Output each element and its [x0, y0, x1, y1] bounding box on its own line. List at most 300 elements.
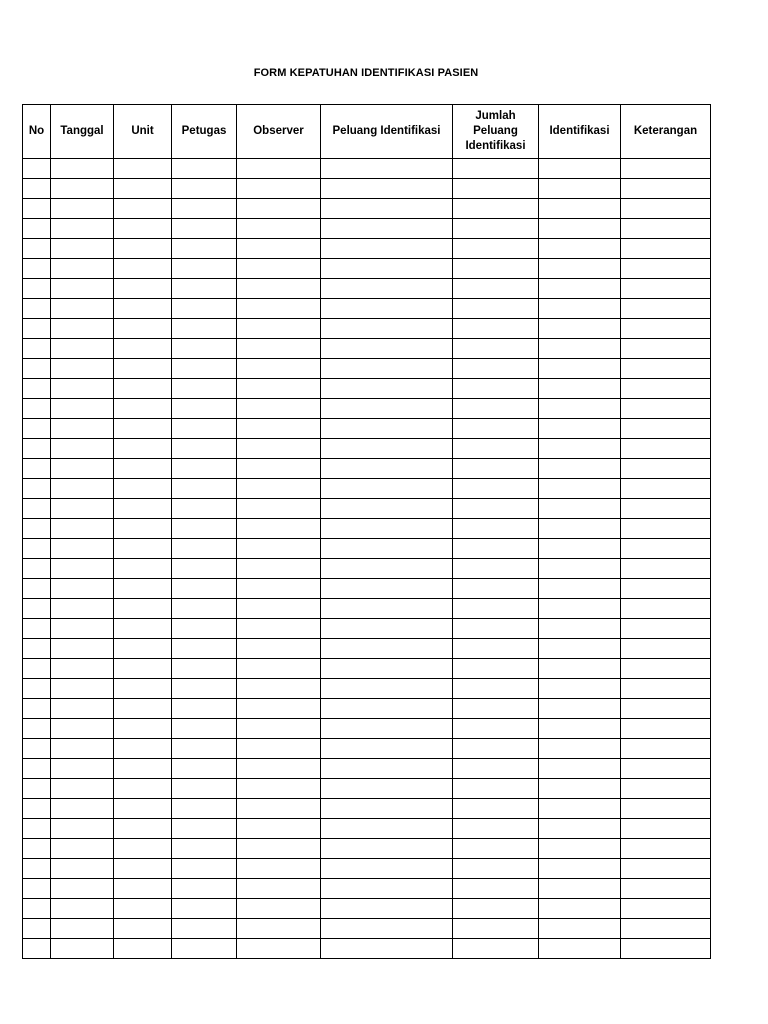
cell-petugas[interactable] — [172, 739, 237, 759]
cell-peluang-identifikasi[interactable] — [321, 719, 453, 739]
cell-keterangan[interactable] — [621, 359, 711, 379]
cell-tanggal[interactable] — [51, 579, 114, 599]
cell-petugas[interactable] — [172, 239, 237, 259]
cell-petugas[interactable] — [172, 439, 237, 459]
cell-unit[interactable] — [114, 359, 172, 379]
cell-no[interactable] — [23, 859, 51, 879]
cell-peluang-identifikasi[interactable] — [321, 779, 453, 799]
cell-petugas[interactable] — [172, 519, 237, 539]
cell-peluang-identifikasi[interactable] — [321, 419, 453, 439]
cell-unit[interactable] — [114, 919, 172, 939]
cell-jumlah-peluang-identifikasi[interactable] — [453, 459, 539, 479]
cell-no[interactable] — [23, 879, 51, 899]
cell-unit[interactable] — [114, 179, 172, 199]
cell-unit[interactable] — [114, 259, 172, 279]
cell-jumlah-peluang-identifikasi[interactable] — [453, 819, 539, 839]
cell-tanggal[interactable] — [51, 679, 114, 699]
cell-jumlah-peluang-identifikasi[interactable] — [453, 259, 539, 279]
cell-jumlah-peluang-identifikasi[interactable] — [453, 939, 539, 959]
cell-keterangan[interactable] — [621, 299, 711, 319]
cell-tanggal[interactable] — [51, 199, 114, 219]
cell-keterangan[interactable] — [621, 539, 711, 559]
cell-observer[interactable] — [237, 659, 321, 679]
cell-keterangan[interactable] — [621, 519, 711, 539]
cell-petugas[interactable] — [172, 479, 237, 499]
cell-keterangan[interactable] — [621, 879, 711, 899]
cell-petugas[interactable] — [172, 719, 237, 739]
cell-unit[interactable] — [114, 599, 172, 619]
cell-no[interactable] — [23, 499, 51, 519]
cell-keterangan[interactable] — [621, 179, 711, 199]
cell-no[interactable] — [23, 699, 51, 719]
cell-peluang-identifikasi[interactable] — [321, 159, 453, 179]
cell-unit[interactable] — [114, 539, 172, 559]
cell-identifikasi[interactable] — [539, 819, 621, 839]
cell-jumlah-peluang-identifikasi[interactable] — [453, 559, 539, 579]
cell-tanggal[interactable] — [51, 839, 114, 859]
cell-jumlah-peluang-identifikasi[interactable] — [453, 779, 539, 799]
cell-jumlah-peluang-identifikasi[interactable] — [453, 419, 539, 439]
cell-jumlah-peluang-identifikasi[interactable] — [453, 159, 539, 179]
cell-keterangan[interactable] — [621, 839, 711, 859]
cell-peluang-identifikasi[interactable] — [321, 879, 453, 899]
cell-jumlah-peluang-identifikasi[interactable] — [453, 499, 539, 519]
cell-no[interactable] — [23, 479, 51, 499]
cell-no[interactable] — [23, 379, 51, 399]
cell-no[interactable] — [23, 659, 51, 679]
cell-tanggal[interactable] — [51, 719, 114, 739]
cell-petugas[interactable] — [172, 359, 237, 379]
cell-unit[interactable] — [114, 879, 172, 899]
cell-petugas[interactable] — [172, 259, 237, 279]
cell-observer[interactable] — [237, 739, 321, 759]
cell-jumlah-peluang-identifikasi[interactable] — [453, 399, 539, 419]
cell-petugas[interactable] — [172, 899, 237, 919]
cell-jumlah-peluang-identifikasi[interactable] — [453, 199, 539, 219]
cell-peluang-identifikasi[interactable] — [321, 579, 453, 599]
cell-tanggal[interactable] — [51, 599, 114, 619]
cell-peluang-identifikasi[interactable] — [321, 679, 453, 699]
cell-peluang-identifikasi[interactable] — [321, 279, 453, 299]
cell-unit[interactable] — [114, 299, 172, 319]
cell-observer[interactable] — [237, 179, 321, 199]
cell-keterangan[interactable] — [621, 259, 711, 279]
cell-observer[interactable] — [237, 779, 321, 799]
cell-identifikasi[interactable] — [539, 919, 621, 939]
cell-no[interactable] — [23, 199, 51, 219]
cell-tanggal[interactable] — [51, 299, 114, 319]
cell-keterangan[interactable] — [621, 639, 711, 659]
cell-identifikasi[interactable] — [539, 579, 621, 599]
cell-peluang-identifikasi[interactable] — [321, 299, 453, 319]
cell-tanggal[interactable] — [51, 619, 114, 639]
cell-tanggal[interactable] — [51, 759, 114, 779]
cell-tanggal[interactable] — [51, 159, 114, 179]
cell-no[interactable] — [23, 719, 51, 739]
cell-peluang-identifikasi[interactable] — [321, 519, 453, 539]
cell-petugas[interactable] — [172, 459, 237, 479]
cell-tanggal[interactable] — [51, 459, 114, 479]
cell-observer[interactable] — [237, 259, 321, 279]
cell-tanggal[interactable] — [51, 219, 114, 239]
cell-petugas[interactable] — [172, 219, 237, 239]
cell-unit[interactable] — [114, 939, 172, 959]
cell-observer[interactable] — [237, 919, 321, 939]
cell-unit[interactable] — [114, 639, 172, 659]
cell-no[interactable] — [23, 399, 51, 419]
cell-tanggal[interactable] — [51, 399, 114, 419]
cell-jumlah-peluang-identifikasi[interactable] — [453, 479, 539, 499]
cell-no[interactable] — [23, 439, 51, 459]
cell-unit[interactable] — [114, 459, 172, 479]
cell-petugas[interactable] — [172, 879, 237, 899]
cell-identifikasi[interactable] — [539, 179, 621, 199]
cell-observer[interactable] — [237, 579, 321, 599]
cell-observer[interactable] — [237, 799, 321, 819]
cell-identifikasi[interactable] — [539, 279, 621, 299]
cell-observer[interactable] — [237, 419, 321, 439]
cell-petugas[interactable] — [172, 859, 237, 879]
cell-jumlah-peluang-identifikasi[interactable] — [453, 619, 539, 639]
cell-tanggal[interactable] — [51, 919, 114, 939]
cell-jumlah-peluang-identifikasi[interactable] — [453, 599, 539, 619]
cell-jumlah-peluang-identifikasi[interactable] — [453, 179, 539, 199]
cell-petugas[interactable] — [172, 579, 237, 599]
cell-observer[interactable] — [237, 359, 321, 379]
cell-observer[interactable] — [237, 219, 321, 239]
cell-peluang-identifikasi[interactable] — [321, 179, 453, 199]
cell-keterangan[interactable] — [621, 779, 711, 799]
cell-petugas[interactable] — [172, 799, 237, 819]
cell-observer[interactable] — [237, 899, 321, 919]
cell-tanggal[interactable] — [51, 559, 114, 579]
cell-observer[interactable] — [237, 479, 321, 499]
cell-observer[interactable] — [237, 199, 321, 219]
cell-unit[interactable] — [114, 719, 172, 739]
cell-peluang-identifikasi[interactable] — [321, 659, 453, 679]
cell-observer[interactable] — [237, 539, 321, 559]
cell-no[interactable] — [23, 639, 51, 659]
cell-keterangan[interactable] — [621, 319, 711, 339]
cell-tanggal[interactable] — [51, 779, 114, 799]
cell-no[interactable] — [23, 939, 51, 959]
cell-keterangan[interactable] — [621, 199, 711, 219]
cell-tanggal[interactable] — [51, 379, 114, 399]
cell-unit[interactable] — [114, 239, 172, 259]
cell-keterangan[interactable] — [621, 339, 711, 359]
cell-peluang-identifikasi[interactable] — [321, 899, 453, 919]
cell-unit[interactable] — [114, 499, 172, 519]
cell-keterangan[interactable] — [621, 719, 711, 739]
cell-petugas[interactable] — [172, 559, 237, 579]
cell-tanggal[interactable] — [51, 539, 114, 559]
cell-peluang-identifikasi[interactable] — [321, 759, 453, 779]
cell-no[interactable] — [23, 299, 51, 319]
cell-peluang-identifikasi[interactable] — [321, 439, 453, 459]
cell-jumlah-peluang-identifikasi[interactable] — [453, 519, 539, 539]
cell-petugas[interactable] — [172, 779, 237, 799]
cell-unit[interactable] — [114, 679, 172, 699]
cell-keterangan[interactable] — [621, 219, 711, 239]
cell-observer[interactable] — [237, 319, 321, 339]
cell-jumlah-peluang-identifikasi[interactable] — [453, 379, 539, 399]
cell-unit[interactable] — [114, 159, 172, 179]
cell-observer[interactable] — [237, 619, 321, 639]
cell-peluang-identifikasi[interactable] — [321, 339, 453, 359]
cell-observer[interactable] — [237, 439, 321, 459]
cell-peluang-identifikasi[interactable] — [321, 559, 453, 579]
cell-observer[interactable] — [237, 719, 321, 739]
cell-no[interactable] — [23, 579, 51, 599]
cell-unit[interactable] — [114, 839, 172, 859]
cell-identifikasi[interactable] — [539, 559, 621, 579]
cell-no[interactable] — [23, 319, 51, 339]
cell-identifikasi[interactable] — [539, 679, 621, 699]
cell-petugas[interactable] — [172, 399, 237, 419]
cell-no[interactable] — [23, 459, 51, 479]
cell-keterangan[interactable] — [621, 239, 711, 259]
cell-keterangan[interactable] — [621, 699, 711, 719]
cell-identifikasi[interactable] — [539, 879, 621, 899]
cell-identifikasi[interactable] — [539, 459, 621, 479]
cell-tanggal[interactable] — [51, 639, 114, 659]
cell-unit[interactable] — [114, 859, 172, 879]
cell-jumlah-peluang-identifikasi[interactable] — [453, 319, 539, 339]
cell-petugas[interactable] — [172, 939, 237, 959]
cell-petugas[interactable] — [172, 299, 237, 319]
cell-tanggal[interactable] — [51, 499, 114, 519]
cell-no[interactable] — [23, 919, 51, 939]
cell-observer[interactable] — [237, 559, 321, 579]
cell-no[interactable] — [23, 559, 51, 579]
cell-keterangan[interactable] — [621, 599, 711, 619]
cell-no[interactable] — [23, 359, 51, 379]
cell-tanggal[interactable] — [51, 899, 114, 919]
cell-jumlah-peluang-identifikasi[interactable] — [453, 899, 539, 919]
cell-jumlah-peluang-identifikasi[interactable] — [453, 719, 539, 739]
cell-tanggal[interactable] — [51, 819, 114, 839]
cell-no[interactable] — [23, 419, 51, 439]
cell-petugas[interactable] — [172, 679, 237, 699]
cell-petugas[interactable] — [172, 599, 237, 619]
cell-unit[interactable] — [114, 219, 172, 239]
cell-jumlah-peluang-identifikasi[interactable] — [453, 639, 539, 659]
cell-peluang-identifikasi[interactable] — [321, 199, 453, 219]
cell-observer[interactable] — [237, 279, 321, 299]
cell-keterangan[interactable] — [621, 739, 711, 759]
cell-identifikasi[interactable] — [539, 239, 621, 259]
cell-jumlah-peluang-identifikasi[interactable] — [453, 739, 539, 759]
cell-peluang-identifikasi[interactable] — [321, 399, 453, 419]
cell-unit[interactable] — [114, 899, 172, 919]
cell-tanggal[interactable] — [51, 319, 114, 339]
cell-tanggal[interactable] — [51, 359, 114, 379]
cell-jumlah-peluang-identifikasi[interactable] — [453, 339, 539, 359]
cell-tanggal[interactable] — [51, 479, 114, 499]
cell-jumlah-peluang-identifikasi[interactable] — [453, 359, 539, 379]
cell-no[interactable] — [23, 619, 51, 639]
cell-unit[interactable] — [114, 659, 172, 679]
cell-peluang-identifikasi[interactable] — [321, 859, 453, 879]
cell-identifikasi[interactable] — [539, 499, 621, 519]
cell-keterangan[interactable] — [621, 819, 711, 839]
cell-keterangan[interactable] — [621, 439, 711, 459]
cell-petugas[interactable] — [172, 199, 237, 219]
cell-jumlah-peluang-identifikasi[interactable] — [453, 799, 539, 819]
cell-keterangan[interactable] — [621, 899, 711, 919]
cell-unit[interactable] — [114, 619, 172, 639]
cell-jumlah-peluang-identifikasi[interactable] — [453, 699, 539, 719]
cell-keterangan[interactable] — [621, 499, 711, 519]
cell-tanggal[interactable] — [51, 659, 114, 679]
cell-unit[interactable] — [114, 739, 172, 759]
cell-peluang-identifikasi[interactable] — [321, 819, 453, 839]
cell-peluang-identifikasi[interactable] — [321, 839, 453, 859]
cell-peluang-identifikasi[interactable] — [321, 799, 453, 819]
cell-observer[interactable] — [237, 159, 321, 179]
cell-identifikasi[interactable] — [539, 619, 621, 639]
cell-observer[interactable] — [237, 239, 321, 259]
cell-keterangan[interactable] — [621, 579, 711, 599]
cell-petugas[interactable] — [172, 839, 237, 859]
cell-identifikasi[interactable] — [539, 159, 621, 179]
cell-peluang-identifikasi[interactable] — [321, 479, 453, 499]
cell-unit[interactable] — [114, 759, 172, 779]
cell-keterangan[interactable] — [621, 419, 711, 439]
cell-keterangan[interactable] — [621, 459, 711, 479]
cell-unit[interactable] — [114, 559, 172, 579]
cell-identifikasi[interactable] — [539, 319, 621, 339]
cell-unit[interactable] — [114, 699, 172, 719]
cell-unit[interactable] — [114, 279, 172, 299]
cell-identifikasi[interactable] — [539, 839, 621, 859]
cell-unit[interactable] — [114, 339, 172, 359]
cell-petugas[interactable] — [172, 919, 237, 939]
cell-no[interactable] — [23, 839, 51, 859]
cell-unit[interactable] — [114, 479, 172, 499]
cell-tanggal[interactable] — [51, 279, 114, 299]
cell-identifikasi[interactable] — [539, 719, 621, 739]
cell-peluang-identifikasi[interactable] — [321, 919, 453, 939]
cell-tanggal[interactable] — [51, 179, 114, 199]
cell-keterangan[interactable] — [621, 159, 711, 179]
cell-jumlah-peluang-identifikasi[interactable] — [453, 299, 539, 319]
cell-petugas[interactable] — [172, 499, 237, 519]
cell-unit[interactable] — [114, 779, 172, 799]
cell-identifikasi[interactable] — [539, 439, 621, 459]
cell-peluang-identifikasi[interactable] — [321, 239, 453, 259]
cell-jumlah-peluang-identifikasi[interactable] — [453, 439, 539, 459]
cell-no[interactable] — [23, 179, 51, 199]
cell-tanggal[interactable] — [51, 339, 114, 359]
cell-peluang-identifikasi[interactable] — [321, 259, 453, 279]
cell-identifikasi[interactable] — [539, 519, 621, 539]
cell-observer[interactable] — [237, 839, 321, 859]
cell-no[interactable] — [23, 739, 51, 759]
cell-keterangan[interactable] — [621, 479, 711, 499]
cell-peluang-identifikasi[interactable] — [321, 699, 453, 719]
cell-petugas[interactable] — [172, 419, 237, 439]
cell-unit[interactable] — [114, 439, 172, 459]
cell-peluang-identifikasi[interactable] — [321, 359, 453, 379]
cell-no[interactable] — [23, 539, 51, 559]
cell-unit[interactable] — [114, 579, 172, 599]
cell-jumlah-peluang-identifikasi[interactable] — [453, 219, 539, 239]
cell-no[interactable] — [23, 799, 51, 819]
cell-observer[interactable] — [237, 339, 321, 359]
cell-peluang-identifikasi[interactable] — [321, 319, 453, 339]
cell-identifikasi[interactable] — [539, 699, 621, 719]
cell-identifikasi[interactable] — [539, 339, 621, 359]
cell-peluang-identifikasi[interactable] — [321, 939, 453, 959]
cell-tanggal[interactable] — [51, 519, 114, 539]
cell-identifikasi[interactable] — [539, 359, 621, 379]
cell-observer[interactable] — [237, 379, 321, 399]
cell-peluang-identifikasi[interactable] — [321, 539, 453, 559]
cell-identifikasi[interactable] — [539, 539, 621, 559]
cell-no[interactable] — [23, 759, 51, 779]
cell-identifikasi[interactable] — [539, 939, 621, 959]
cell-keterangan[interactable] — [621, 659, 711, 679]
cell-jumlah-peluang-identifikasi[interactable] — [453, 859, 539, 879]
cell-petugas[interactable] — [172, 159, 237, 179]
cell-petugas[interactable] — [172, 819, 237, 839]
cell-jumlah-peluang-identifikasi[interactable] — [453, 659, 539, 679]
cell-petugas[interactable] — [172, 179, 237, 199]
cell-petugas[interactable] — [172, 339, 237, 359]
cell-no[interactable] — [23, 219, 51, 239]
cell-observer[interactable] — [237, 679, 321, 699]
cell-identifikasi[interactable] — [539, 859, 621, 879]
cell-no[interactable] — [23, 779, 51, 799]
cell-unit[interactable] — [114, 419, 172, 439]
cell-observer[interactable] — [237, 819, 321, 839]
cell-keterangan[interactable] — [621, 279, 711, 299]
cell-tanggal[interactable] — [51, 739, 114, 759]
cell-keterangan[interactable] — [621, 759, 711, 779]
cell-no[interactable] — [23, 679, 51, 699]
cell-observer[interactable] — [237, 699, 321, 719]
cell-observer[interactable] — [237, 599, 321, 619]
cell-identifikasi[interactable] — [539, 759, 621, 779]
cell-unit[interactable] — [114, 819, 172, 839]
cell-identifikasi[interactable] — [539, 219, 621, 239]
cell-no[interactable] — [23, 159, 51, 179]
cell-petugas[interactable] — [172, 759, 237, 779]
cell-peluang-identifikasi[interactable] — [321, 619, 453, 639]
cell-identifikasi[interactable] — [539, 479, 621, 499]
cell-jumlah-peluang-identifikasi[interactable] — [453, 579, 539, 599]
cell-observer[interactable] — [237, 459, 321, 479]
cell-peluang-identifikasi[interactable] — [321, 599, 453, 619]
cell-identifikasi[interactable] — [539, 739, 621, 759]
cell-tanggal[interactable] — [51, 439, 114, 459]
cell-jumlah-peluang-identifikasi[interactable] — [453, 279, 539, 299]
cell-observer[interactable] — [237, 759, 321, 779]
cell-peluang-identifikasi[interactable] — [321, 379, 453, 399]
cell-observer[interactable] — [237, 939, 321, 959]
cell-identifikasi[interactable] — [539, 299, 621, 319]
cell-identifikasi[interactable] — [539, 399, 621, 419]
cell-identifikasi[interactable] — [539, 779, 621, 799]
cell-peluang-identifikasi[interactable] — [321, 499, 453, 519]
cell-keterangan[interactable] — [621, 379, 711, 399]
cell-tanggal[interactable] — [51, 239, 114, 259]
cell-jumlah-peluang-identifikasi[interactable] — [453, 879, 539, 899]
cell-identifikasi[interactable] — [539, 639, 621, 659]
cell-observer[interactable] — [237, 399, 321, 419]
cell-unit[interactable] — [114, 379, 172, 399]
